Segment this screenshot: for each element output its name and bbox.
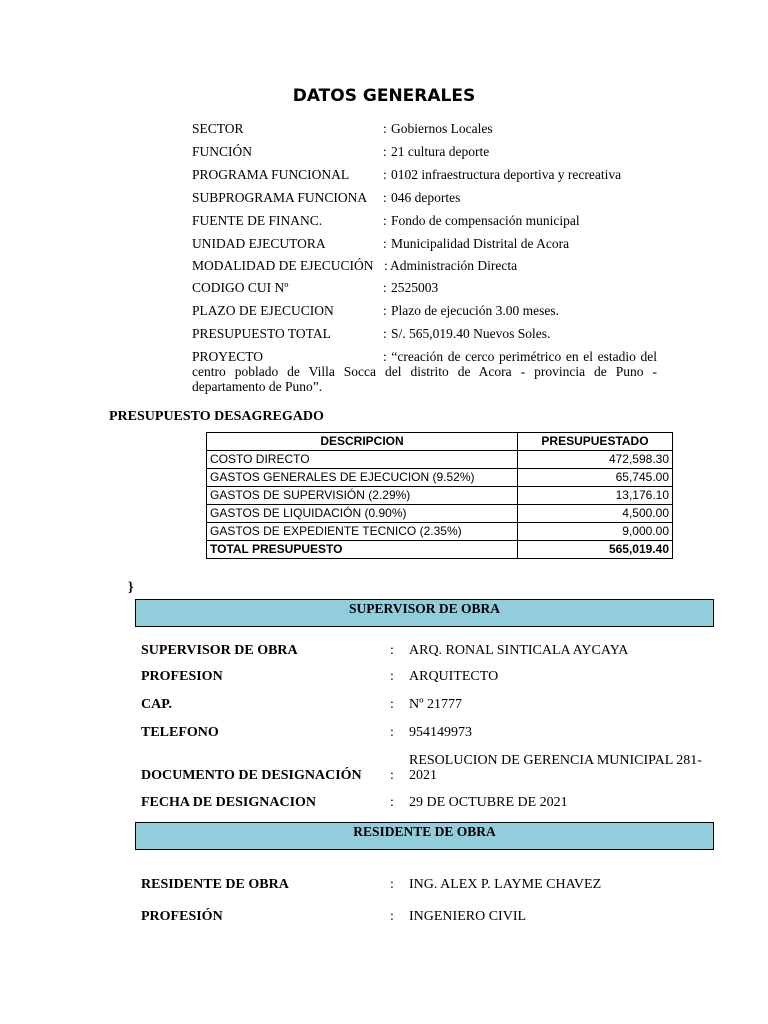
general-label: SUBPROGRAMA FUNCIONA: [192, 190, 368, 205]
general-label: CODIGO CUI Nº: [192, 280, 289, 295]
general-label: MODALIDAD DE EJECUCIÓN: [192, 258, 374, 273]
general-sep: :: [384, 258, 388, 273]
field-value: 954149973: [409, 725, 472, 740]
column-header-amount: PRESUPUESTADO: [518, 433, 673, 451]
field-sep: :: [390, 697, 394, 712]
field-label: TELEFONO: [141, 725, 219, 740]
field-label: SUPERVISOR DE OBRA: [141, 643, 298, 658]
table-row: [207, 469, 673, 487]
field-label: DOCUMENTO DE DESIGNACIÓN: [141, 768, 362, 783]
general-label: FUNCIÓN: [192, 144, 253, 159]
field-label: CAP.: [141, 697, 172, 712]
general-label: PRESUPUESTO TOTAL: [192, 326, 331, 341]
row-description: COSTO DIRECTO: [207, 451, 518, 469]
budget-table: [206, 432, 673, 559]
field-value: ING. ALEX P. LAYME CHAVEZ: [409, 877, 602, 892]
project-label: PROYECTO: [192, 349, 264, 364]
field-value: RESOLUCION DE GERENCIA MUNICIPAL 281-2021: [409, 753, 702, 783]
general-label: UNIDAD EJECUTORA: [192, 236, 326, 251]
column-header-description: DESCRIPCION: [207, 433, 518, 451]
project-sep: :: [383, 349, 387, 364]
row-description: GASTOS DE EXPEDIENTE TECNICO (2.35%): [207, 523, 518, 541]
general-sep: :: [383, 144, 387, 159]
row-description: GASTOS DE LIQUIDACIÓN (0.90%): [207, 505, 518, 523]
document-title: DATOS GENERALES: [292, 86, 476, 106]
table-row: [207, 487, 673, 505]
table-row: [207, 451, 673, 469]
general-label: PLAZO DE EJECUCION: [192, 303, 334, 318]
budget-heading: PRESUPUESTO DESAGREGADO: [109, 409, 324, 424]
field-sep: :: [390, 643, 394, 658]
field-value: INGENIERO CIVIL: [409, 909, 527, 924]
general-sep: :: [383, 236, 387, 251]
supervisor-section-bar: SUPERVISOR DE OBRA: [135, 599, 714, 627]
general-label: SECTOR: [192, 121, 244, 136]
table-row: [207, 505, 673, 523]
row-description: GASTOS DE SUPERVISIÓN (2.29%): [207, 487, 518, 505]
general-value: Municipalidad Distrital de Acora: [391, 236, 570, 251]
field-sep: :: [390, 768, 394, 783]
field-value: 29 DE OCTUBRE DE 2021: [409, 795, 568, 810]
general-value: 046 deportes: [391, 190, 461, 205]
field-sep: :: [390, 669, 394, 684]
general-value: 21 cultura deporte: [391, 144, 490, 159]
general-value: Plazo de ejecución 3.00 meses.: [391, 303, 559, 318]
general-sep: :: [383, 326, 387, 341]
field-label: FECHA DE DESIGNACION: [141, 795, 317, 810]
field-value: ARQ. RONAL SINTICALA AYCAYA: [409, 643, 629, 658]
field-sep: :: [390, 795, 394, 810]
stray-brace: }: [128, 580, 134, 595]
general-sep: :: [383, 167, 387, 182]
project-description: [192, 349, 657, 394]
row-amount: 65,745.00: [518, 469, 673, 487]
total-label: TOTAL PRESUPUESTO: [207, 541, 518, 559]
resident-section-bar: RESIDENTE DE OBRA: [135, 822, 714, 850]
general-sep: :: [383, 303, 387, 318]
field-value: ARQUITECTO: [409, 669, 499, 684]
table-row: [207, 523, 673, 541]
total-amount: 565,019.40: [518, 541, 673, 559]
row-amount: 9,000.00: [518, 523, 673, 541]
field-sep: :: [390, 877, 394, 892]
general-value: Administración Directa: [390, 258, 518, 273]
row-amount: 472,598.30: [518, 451, 673, 469]
general-value: 0102 infraestructura deportiva y recreativa: [391, 167, 622, 182]
field-label: RESIDENTE DE OBRA: [141, 877, 289, 892]
field-label: PROFESION: [141, 669, 223, 684]
row-amount: 4,500.00: [518, 505, 673, 523]
general-sep: :: [383, 280, 387, 295]
general-value: Gobiernos Locales: [391, 121, 493, 136]
general-value: 2525003: [391, 280, 439, 295]
general-label: PROGRAMA FUNCIONAL: [192, 167, 350, 182]
general-sep: :: [383, 121, 387, 136]
field-value: Nº 21777: [409, 697, 462, 712]
project-value: “creación de cerco perimétrico en el estadio del centro poblado de Villa Socca del distrito de Acora - provincia de Puno - departamento de Puno”.: [192, 349, 657, 394]
general-value: S/. 565,019.40 Nuevos Soles.: [391, 326, 551, 341]
row-description: GASTOS GENERALES DE EJECUCION (9.52%): [207, 469, 518, 487]
general-sep: :: [383, 190, 387, 205]
general-label: FUENTE DE FINANC.: [192, 213, 323, 228]
field-sep: :: [390, 725, 394, 740]
total-row: [207, 541, 673, 559]
general-sep: :: [383, 213, 387, 228]
field-sep: :: [390, 909, 394, 924]
general-value: Fondo de compensación municipal: [391, 213, 580, 228]
table-header-row: [207, 433, 673, 451]
field-label: PROFESIÓN: [141, 909, 223, 924]
row-amount: 13,176.10: [518, 487, 673, 505]
